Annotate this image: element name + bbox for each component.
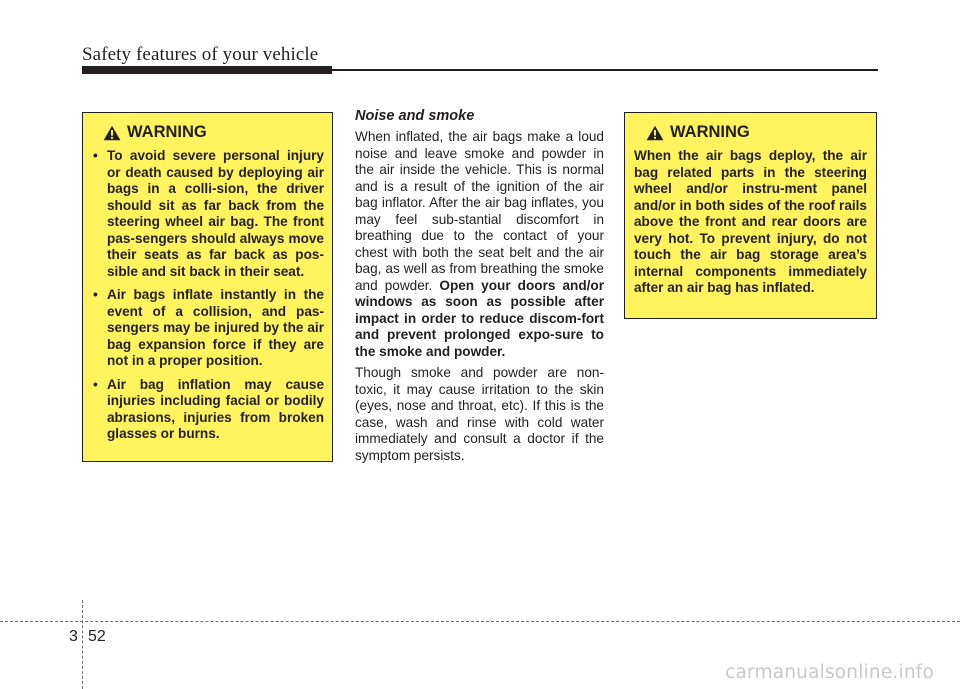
warning-bullet-text: Air bag inflation may cause injuries including facial or bodily abrasions, injuries from broken glasses or burns. <box>107 376 324 441</box>
warning-title: WARNING <box>670 123 750 141</box>
warning-bullet-text: To avoid severe personal injury or death caused by deploying air bags in a colli-sion, the driver should sit as far back from the steering wheel air bag. The front pas-sengers should always move their seats as far back as pos-sible and sit back in their seat. <box>107 148 324 279</box>
footer-rule <box>0 621 960 622</box>
warning-header <box>646 123 867 142</box>
header-rule-thick <box>82 66 332 74</box>
watermark: carmanualsonline.info <box>725 662 934 683</box>
bullet-dot: • <box>93 376 98 392</box>
noise-and-smoke-section <box>355 108 604 469</box>
body-text-regular: When inflated, the air bags make a loud noise and leave smoke and powder in the air inside the vehicle. This is normal and is a result of the ignition of the air bag inflator. After the air bag inflates, you may feel sub-stantial discomfort in breathing due to the contact of your chest with both the seat belt and the air bag, as well as from breathing the smoke and powder. <box>355 129 604 293</box>
warning-text: When the air bags deploy, the air bag related parts in the steering wheel and/or instru-ment panel and/or in both sides of the roof rails above the front and rear doors are very hot. To prevent injury, do not touch the air bag storage area’s internal components immediately after an air bag has inflated. <box>634 148 867 295</box>
body-paragraph-2: Though smoke and powder are non-toxic, it may cause irritation to the skin (eyes, nose and throat, etc). If this is the case, wash and rinse with cold water immediately and consult a doctor if the symptom persists. <box>355 365 604 463</box>
warning-triangle-icon <box>103 125 121 141</box>
warning-bullet-text: Air bags inflate instantly in the event of a collision, and pas-sengers may be injured by the air bag expansion force if they are not in a proper position. <box>107 287 324 368</box>
warning-bullet <box>91 287 324 370</box>
page-title: Safety features of your vehicle <box>82 44 319 65</box>
bullet-dot: • <box>93 148 98 163</box>
footer-divider <box>82 600 83 689</box>
warning-list <box>91 148 324 443</box>
warning-bullet <box>91 377 324 443</box>
chapter-number: 3 <box>69 628 78 645</box>
section-heading: Noise and smoke <box>355 108 475 124</box>
warning-header <box>103 123 324 142</box>
warning-box-left <box>82 112 333 462</box>
warning-triangle-icon <box>646 125 664 141</box>
warning-bullet <box>91 148 324 280</box>
header-rule <box>82 66 878 74</box>
warning-box-right <box>624 112 877 319</box>
body-paragraph-1 <box>355 129 604 360</box>
warning-title: WARNING <box>127 123 207 141</box>
page-number: 52 <box>88 628 106 645</box>
bullet-dot: • <box>93 287 98 302</box>
body-text-bold: Open your doors and/or windows as soon as possible after impact in order to reduce discom-fort and prevent prolonged expo-sure to the smoke and powder. <box>355 277 604 359</box>
